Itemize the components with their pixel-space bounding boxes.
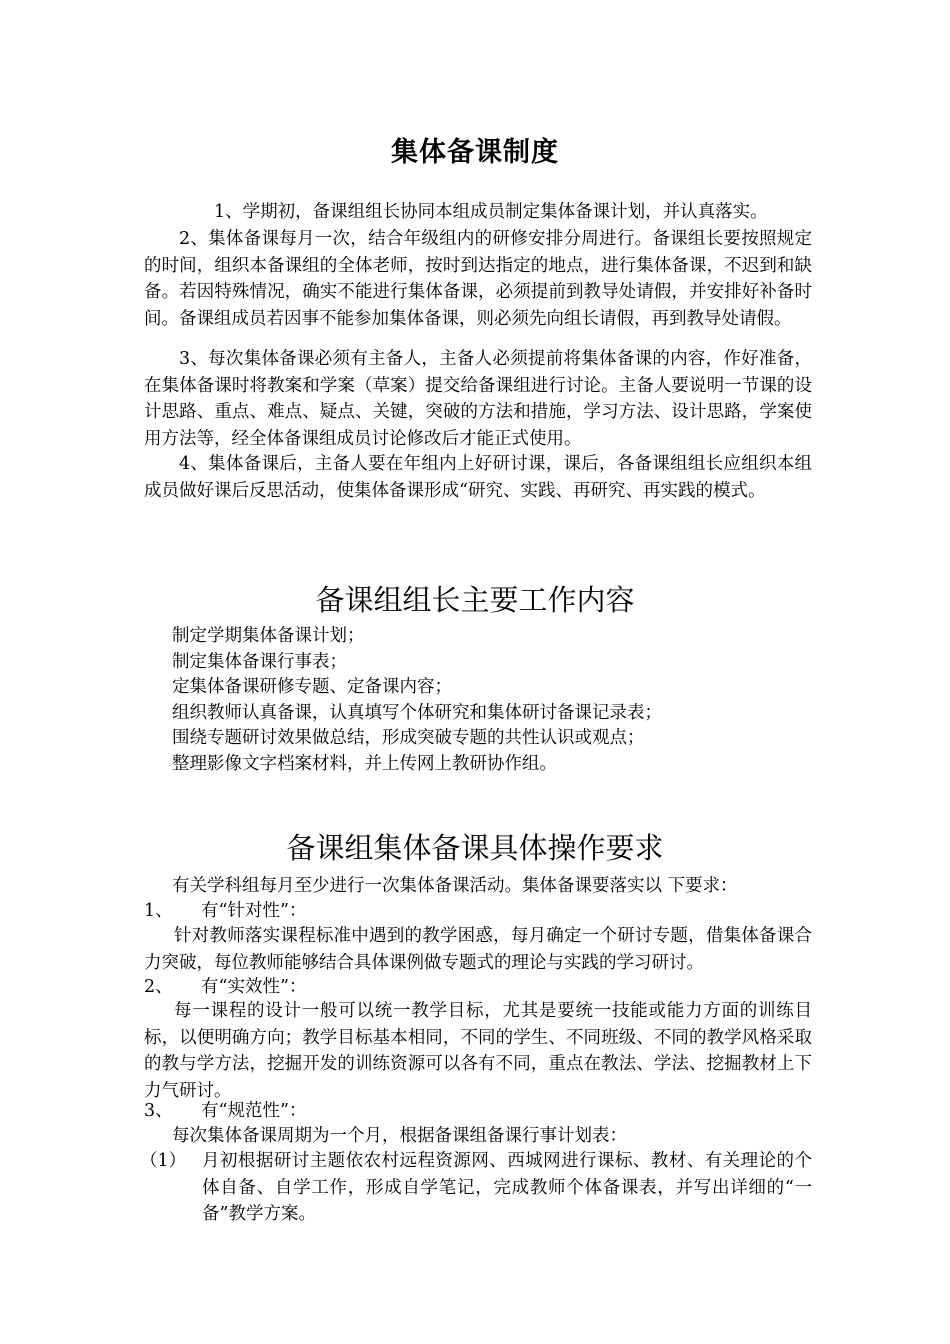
duty-item: 制定集体备课行事表； [172,652,347,672]
requirement-text: 针对教师落实课程标准中遇到的教学困惑，每月确定一个研讨专题，借集体备课合力突破，每位教师能够结合具体课例做专题式的理论与实践的学习研讨。 [144,926,812,973]
step-number: （1） [140,1151,187,1171]
duty-item: 围绕专题研讨效果做总结，形成突破专题的共性认识或观点； [172,728,645,748]
requirement-title: 有“实效性”： [201,977,307,997]
requirement-text: 每次集体备课周期为一个月，根据备课组备课行事计划表： [172,1126,627,1146]
rule-paragraph-2: 2、集体备课每月一次，结合年级组内的研修安排分周进行。备课组长要按照规定的时间，组织本备课组的全体老师，按时到达指定的地点，进行集体备课，不迟到和缺备。若因特殊情况，确实不能进行集体备课，必须提前到教导处请假，并安排好补备时间。备课组成员若因事不能参加集体备课，则必须先向组长请假，再到教导处请假。 [144,229,812,329]
step-text: 月初根据研讨主题依农村远程资源网、西城网进行课标、教材、有关理论的个体自备、自学工作，形成自学笔记，完成教师个体备课表，并写出详细的“一备”教学方案。 [202,1151,812,1224]
requirement-number: 1、 [144,901,173,921]
page-title: 集体备课制度 [391,137,559,168]
section-title-duties: 备课组组长主要工作内容 [315,583,635,617]
rule-paragraph-1: 1、学期初，备课组组长协同本组成员制定集体备课计划，并认真落实。 [214,202,768,222]
requirement-number: 2、 [144,977,173,997]
requirements-intro: 有关学科组每月至少进行一次集体备课活动。集体备课要落实以 下要求： [172,876,738,896]
rule-paragraph-3: 3、每次集体备课必须有主备人，主备人必须提前将集体备课的内容，作好准备，在集体备课时将教案和学案（草案）提交给备课组进行讨论。主备人要说明一节课的设计思路、重点、难点、疑点、关键，突破的方法和措施，学习方法、设计思路，学案使用方法等，经全体备课组成员讨论修改后才能正式使用。 [144,349,812,449]
duty-item: 组织教师认真备课，认真填写个体研究和集体研讨备课记录表； [172,703,662,723]
duty-item: 制定学期集体备课计划； [172,626,365,646]
duty-item: 定集体备课研修专题、定备课内容； [172,677,452,697]
requirement-number: 3、 [144,1101,173,1121]
section-title-requirements: 备课组集体备课具体操作要求 [286,831,664,865]
requirement-title: 有“针对性”： [201,901,307,921]
requirement-text: 每一课程的设计一般可以统一教学目标，尤其是要统一技能或能力方面的训练目标，以便明确方向；教学目标基本相同，不同的学生、不同班级、不同的教学风格采取的教与学方法，挖掘开发的训练资源可以各有不同，重点在教法、学法、挖掘教材上下力气研讨。 [144,1001,812,1101]
rule-paragraph-4: 4、集体备课后，主备人要在年组内上好研讨课，课后，各备课组组长应组织本组成员做好课后反思活动，使集体备课形成“研究、实践、再研究、再实践的模式。 [144,454,812,501]
requirement-title: 有“规范性”： [201,1101,307,1121]
duty-item: 整理影像文字档案材料，并上传网上教研协作组。 [172,754,557,774]
